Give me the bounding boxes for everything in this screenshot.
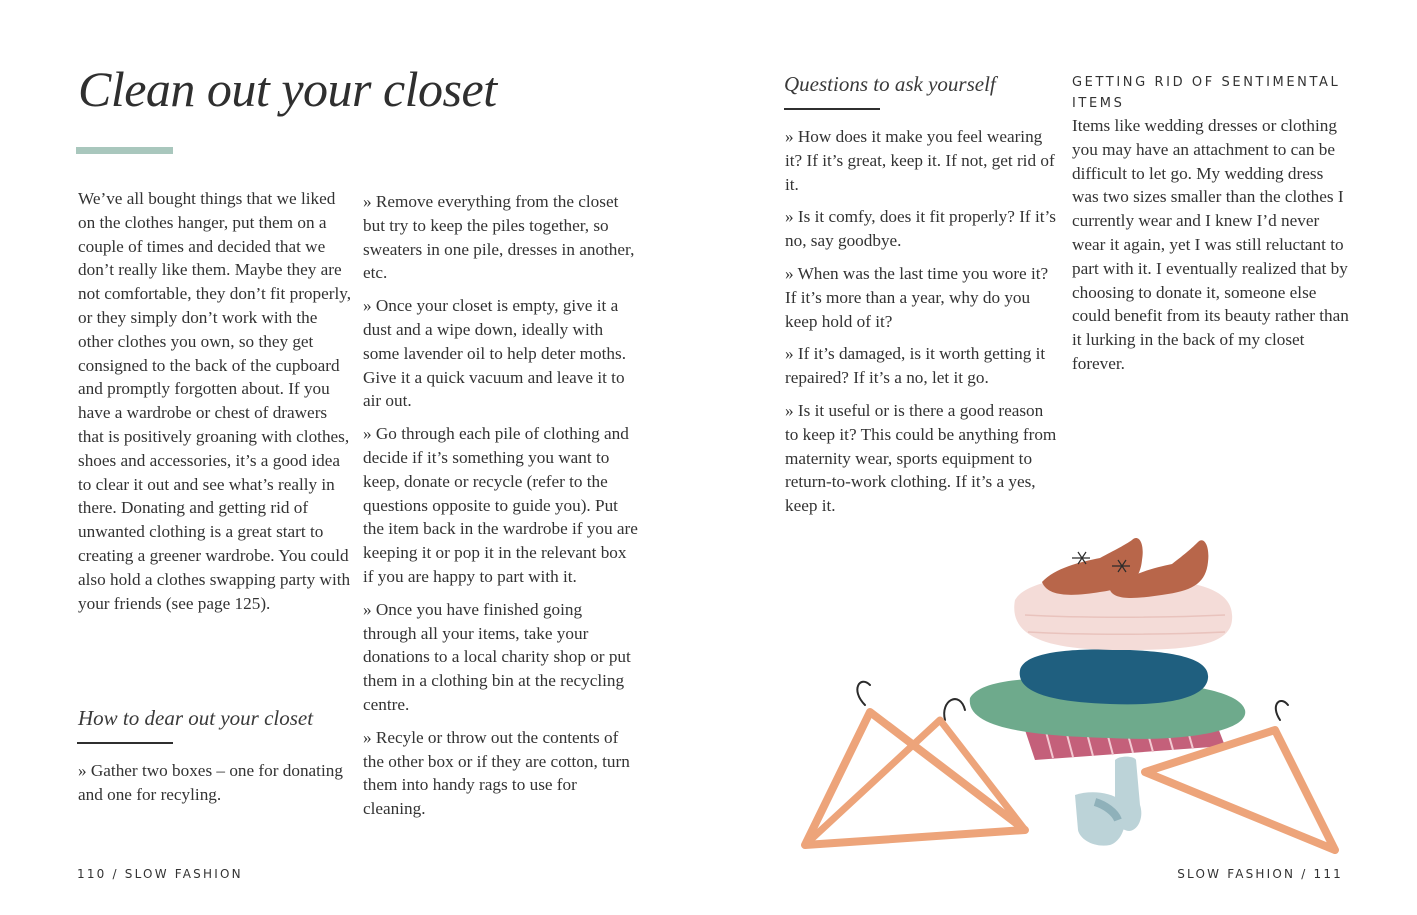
socks-icon bbox=[1075, 757, 1141, 846]
sentimental-heading: GETTING RID OF SENTIMENTAL ITEMS bbox=[1072, 75, 1341, 111]
page-title: Clean out your closet bbox=[78, 61, 497, 117]
question-item: » When was the last time you wore it? If it’s more than a year, why do you keep hold of it? bbox=[785, 263, 1049, 331]
questions-column bbox=[785, 125, 1057, 527]
step-item: » Recyle or throw out the contents of the other box or if they are cotton, turn them into handy rags to use for cleaning. bbox=[363, 727, 630, 819]
intro-text-column bbox=[78, 187, 353, 615]
questions-subheading: Questions to ask yourself bbox=[784, 72, 996, 96]
subheading-underline bbox=[77, 742, 173, 744]
clothes-pile-illustration bbox=[780, 520, 1350, 860]
step-item: » Once your closet is empty, give it a dust and a wipe down, ideally with some lavender oil to help deter moths. Give it a quick vacuum and leave it to air out. bbox=[363, 296, 626, 411]
sentimental-text-column bbox=[1072, 114, 1352, 376]
step-item: » Gather two boxes – one for donating and one for recyling. bbox=[78, 761, 343, 804]
steps-column bbox=[363, 190, 638, 830]
title-accent-rule bbox=[76, 147, 173, 154]
intro-paragraph: We’ve all bought things that we liked on the clothes hanger, put them on a couple of times and decided that we don’t really like them. Maybe they are not comfortable, they don’t fit properly, or they simply don’t work with the other clothes you own, so they get consigned to the back of the cupboard and promptly forgotten about. If you have a wardrobe or chest of drawers that is positively groaning with clothes, shoes and accessories, it’s a good idea to clear it out and see what’s really in there. Donating and getting rid of unwanted clothing is a great start to creating a greener wardrobe. You could also hold a clothes swapping party with your friends (see page 125). bbox=[78, 189, 352, 613]
blue-sweater bbox=[1020, 649, 1208, 704]
closet-steps-subheading: How to dear out your closet bbox=[78, 706, 314, 730]
question-item: » How does it make you feel wearing it? If it’s great, keep it. If not, get rid of it. bbox=[785, 127, 1055, 194]
steps-column-start bbox=[78, 759, 353, 807]
step-item: » Remove everything from the closet but try to keep the piles together, so sweaters in one pile, dresses in another, etc. bbox=[363, 192, 635, 283]
question-item: » Is it useful or is there a good reason to keep it? This could be anything from maternity wear, sports equipment to return-to-work clothing. If it’s a yes, keep it. bbox=[785, 400, 1057, 516]
step-item: » Once you have finished going through all your items, take your donations to a local charity shop or put them in a clothing bin at the recycling centre. bbox=[363, 599, 631, 714]
subheading-underline bbox=[784, 108, 880, 110]
page-folio-left: 110 / SLOW FASHION bbox=[77, 867, 243, 881]
sentimental-paragraph: Items like wedding dresses or clothing you may have an attachment to can be difficult to let go. My wedding dress was two sizes smaller than the clothes I currently wear and I knew I’d never wear it again, yet I was still reluctant to part with it. I eventually realized that by choosing to donate it, someone else could benefit from its beauty rather than it lurking in the back of my closet forever. bbox=[1072, 116, 1349, 373]
question-item: » Is it comfy, does it fit properly? If it’s no, say goodbye. bbox=[785, 207, 1056, 251]
step-item: » Go through each pile of clothing and decide if it’s something you want to keep, donate or recycle (refer to the questions opposite to guide you). Put the item back in the wardrobe if you are keeping it or pop it in the relevant box if you are happy to part with it. bbox=[363, 424, 638, 586]
question-item: » If it’s damaged, is it worth getting it repaired? If it’s a no, let it go. bbox=[785, 344, 1046, 388]
page-folio-right: SLOW FASHION / 111 bbox=[1177, 867, 1343, 881]
